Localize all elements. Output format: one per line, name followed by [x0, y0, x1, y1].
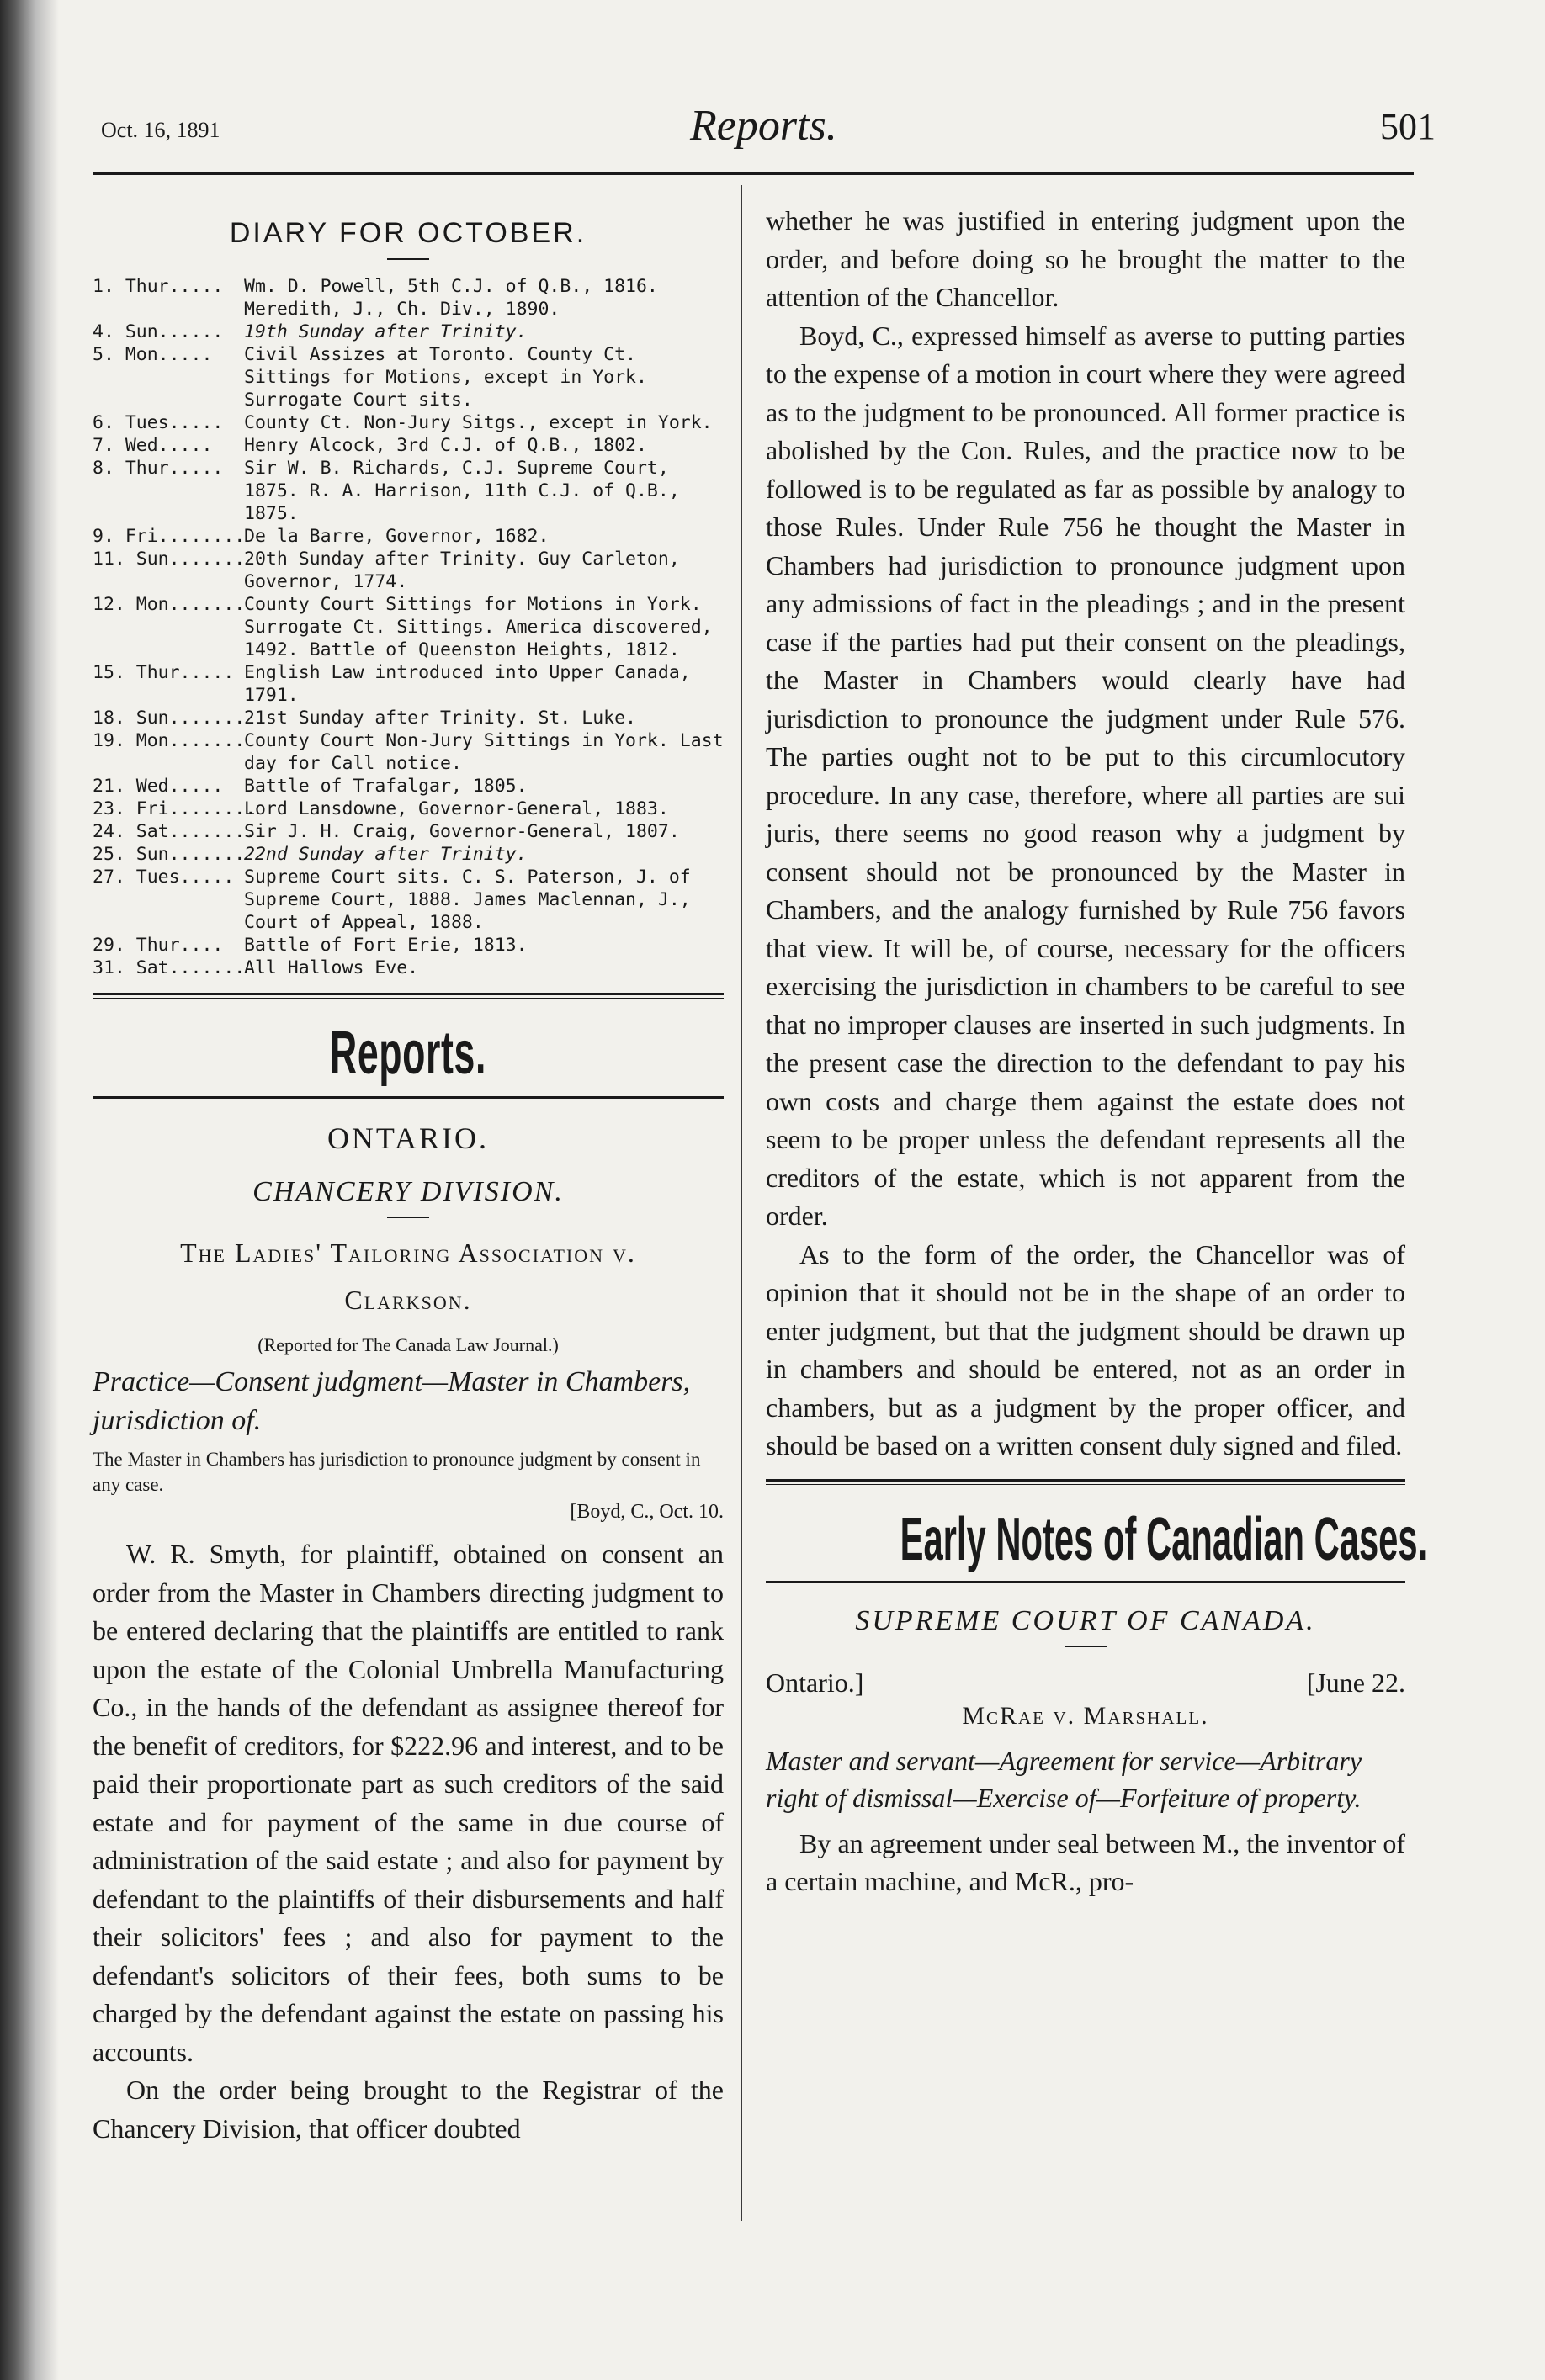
diary-text: De la Barre, Governor, 1682.	[244, 526, 550, 547]
diary-text: 20th Sunday after Trinity. Guy Carleton, Governor, 1774.	[244, 549, 680, 592]
diary-text: Sir J. H. Craig, Governor-General, 1807.	[244, 821, 680, 842]
diary-text: English Law introduced into Upper Canada, 1791.	[244, 662, 691, 706]
headnote-italic: Master and servant—Agreement for service—Arbitrary right of dismissal—Exercise of—Forfeiture of property.	[766, 1745, 1362, 1813]
diary-entry	[93, 957, 724, 979]
diary-day: 5. Mon.....	[93, 344, 213, 365]
diary-entry	[93, 843, 724, 866]
diary-list	[93, 275, 724, 979]
left-column	[93, 202, 724, 2148]
short-rule	[387, 258, 429, 260]
diary-text: 21st Sunday after Trinity. St. Luke.	[244, 708, 636, 729]
diary-entry	[93, 434, 724, 457]
diary-day: 9. Fri........	[93, 526, 246, 547]
diary-entry	[93, 775, 724, 798]
case-province: Ontario.]	[766, 1667, 864, 1698]
diary-day: 7. Wed.....	[93, 435, 213, 456]
diary-day: 4. Sun......	[93, 321, 224, 342]
diary-day: 11. Sun.......	[93, 549, 246, 570]
diary-entry	[93, 321, 724, 343]
diary-day: 19. Mon.......	[93, 730, 246, 751]
diary-entry	[93, 343, 724, 411]
diary-day: 27. Tues.....	[93, 867, 235, 888]
paragraph: Boyd, C., expressed himself as averse to putting parties to the expense of a motion in court where they were agreed as to the judgment to be pronounced. All former practice is abolished by the Con. Rules, and the practice now to be followed is to be regulated as far as possible by analogy to those Rules. Under Rule 756 he thought the Master in Chambers had jurisdiction to pronounce judgment upon any admissions of fact in the pleadings ; and in the present case if the parties had put their consent on the pleadings, the Master in Chambers would clearly have had jurisdiction to pronounce the judgment under Rule 576. The parties ought not to be put to this circumlocutory procedure. In any case, therefore, where all parties are sui juris, there seems no good reason why a judgment by consent should not be pronounced by the Master in Chambers, and the analogy furnished by Rule 756 favors that view. It will be, of course, necessary for the officers exercising the jurisdiction in chambers to be careful to see that no improper clauses are inserted in such judgments. In the present case the direction to the defendant to pay his own costs and charge them against the estate does not seem to be proper unless the defendant represents all the creditors of the estate, which is not apparent from the order.	[766, 320, 1405, 1231]
diary-text: Lord Lansdowne, Governor-General, 1883.	[244, 798, 669, 819]
case-line	[766, 1667, 1405, 1699]
diary-text: All Hallows Eve.	[244, 957, 419, 978]
binding-shadow	[0, 0, 59, 2380]
diary-text: Wm. D. Powell, 5th C.J. of Q.B., 1816. Meredith, J., Ch. Div., 1890.	[244, 276, 658, 320]
diary-day: 18. Sun.......	[93, 708, 246, 729]
diary-text: County Court Non-Jury Sittings in York. Last day for Call notice.	[244, 730, 724, 774]
case-title: Clarkson.	[344, 1285, 472, 1315]
diary-day: 8. Thur.....	[93, 458, 224, 479]
short-rule	[387, 1217, 429, 1218]
division-heading: CHANCERY DIVISION.	[252, 1176, 564, 1207]
diary-text: 22nd Sunday after Trinity.	[244, 844, 528, 865]
diary-entry	[93, 457, 724, 525]
province-heading: ONTARIO.	[327, 1121, 490, 1155]
diary-entry	[93, 820, 724, 843]
diary-title: DIARY FOR OCTOBER.	[229, 217, 587, 249]
diary-day: 6. Tues.....	[93, 412, 224, 433]
header-title: Reports.	[690, 102, 837, 150]
case-name: McRae v. Marshall.	[962, 1701, 1209, 1730]
paragraph: As to the form of the order, the Chancellor was of opinion that it should not be in the shape of an order to enter judgment, but that the judgment should be drawn up in chambers and should be entered, not as an order in chambers, but as a judgment by the proper officer, and should be based on a written consent duly signed and filed.	[766, 1238, 1405, 1460]
column-divider	[741, 185, 742, 2221]
diary-text: Civil Assizes at Toronto. County Ct. Sittings for Motions, except in York. Surrogate Court sits.	[244, 344, 647, 411]
diary-text: Battle of Fort Erie, 1813.	[244, 935, 528, 956]
diary-text: Battle of Trafalgar, 1805.	[244, 776, 528, 797]
diary-text: 19th Sunday after Trinity.	[244, 321, 528, 342]
diary-text: Supreme Court sits. C. S. Paterson, J. of Supreme Court, 1888. James Maclennan, J., Court of Appeal, 1888.	[244, 867, 691, 933]
diary-text: Sir W. B. Richards, C.J. Supreme Court, 1875. R. A. Harrison, 11th C.J. of Q.B., 1875.	[244, 458, 680, 524]
headnote: The Master in Chambers has jurisdiction to pronounce judgment by consent in any case.	[93, 1449, 701, 1495]
diary-day: 24. Sat........	[93, 821, 257, 842]
diary-text: County Ct. Non-Jury Sitgs., except in York.	[244, 412, 713, 433]
diary-entry	[93, 275, 724, 321]
diary-entry	[93, 798, 724, 820]
header-date: Oct. 16, 1891	[101, 118, 220, 142]
diary-entry	[93, 525, 724, 548]
diary-entry	[93, 661, 724, 707]
court-heading: SUPREME COURT OF CANADA.	[855, 1604, 1316, 1636]
case-title: The Ladies' Tailoring Association v.	[180, 1238, 636, 1268]
diary-day: 31. Sat.......	[93, 957, 246, 978]
diary-day: 12. Mon.......	[93, 594, 246, 615]
section-rule	[93, 1096, 724, 1099]
reports-heading: Reports.	[329, 1020, 487, 1087]
short-rule	[1065, 1646, 1107, 1647]
diary-entry	[93, 593, 724, 661]
diary-entry	[93, 866, 724, 934]
diary-entry	[93, 411, 724, 434]
paragraph: W. R. Smyth, for plaintiff, obtained on consent an order from the Master in Chambers directing judgment to be entered declaring that the plaintiffs are entitled to rank upon the estate of the Colonial Umbrella Manufacturing Co., in the hands of the defendant as assignee thereof for the benefit of creditors, for $222.96 and interest, and to be paid their proportionate part as such creditors of the said estate and for payment of the same in due course of administration of the said estate ; and also for payment by defendant to the plaintiffs of their disbursements and half their solicitors' fees ; and also for payment to the defendant's solicitors of their fees, both sums to be charged by the defendant against the estate on passing his accounts.	[93, 1539, 724, 2067]
diary-entry	[93, 707, 724, 729]
section-rule	[766, 1581, 1405, 1583]
diary-day: 23. Fri........	[93, 798, 257, 819]
diary-entry	[93, 729, 724, 775]
diary-day: 1. Thur.....	[93, 276, 224, 297]
diary-day: 29. Thur....	[93, 935, 224, 956]
diary-day: 15. Thur.....	[93, 662, 235, 683]
paragraph: whether he was justified in entering judgment upon the order, and before doing so he brought the matter to the attention of the Chancellor.	[766, 205, 1405, 312]
header-rule	[93, 172, 1414, 175]
case-date: [June 22.	[1306, 1667, 1405, 1698]
diary-day: 21. Wed.....	[93, 776, 224, 797]
paragraph: On the order being brought to the Registrar of the Chancery Division, that officer doubted	[93, 2075, 724, 2144]
early-notes-heading: Early Notes of Canadian Cases.	[900, 1505, 1428, 1573]
diary-entry	[93, 934, 724, 957]
paragraph: By an agreement under seal between M., the inventor of a certain machine, and McR., pro-	[766, 1827, 1405, 1896]
page-number: 501	[1380, 106, 1436, 147]
diary-entry	[93, 548, 724, 593]
section-rule	[93, 993, 724, 999]
headnote-italic: Practice—Consent judgment—Master in Chambers, jurisdiction of.	[93, 1366, 691, 1436]
judge-date: [Boyd, C., Oct. 10.	[570, 1501, 724, 1523]
diary-day: 25. Sun.......	[93, 844, 246, 865]
right-column	[766, 202, 1428, 1901]
diary-text: Henry Alcock, 3rd C.J. of Q.B., 1802.	[244, 435, 647, 456]
section-rule	[766, 1479, 1405, 1485]
diary-text: County Court Sittings for Motions in York. Surrogate Ct. Sittings. America discovered, 1492. Battle of Queenston Heights, 1812.	[244, 594, 713, 660]
reported-for: (Reported for The Canada Law Journal.)	[258, 1334, 559, 1355]
